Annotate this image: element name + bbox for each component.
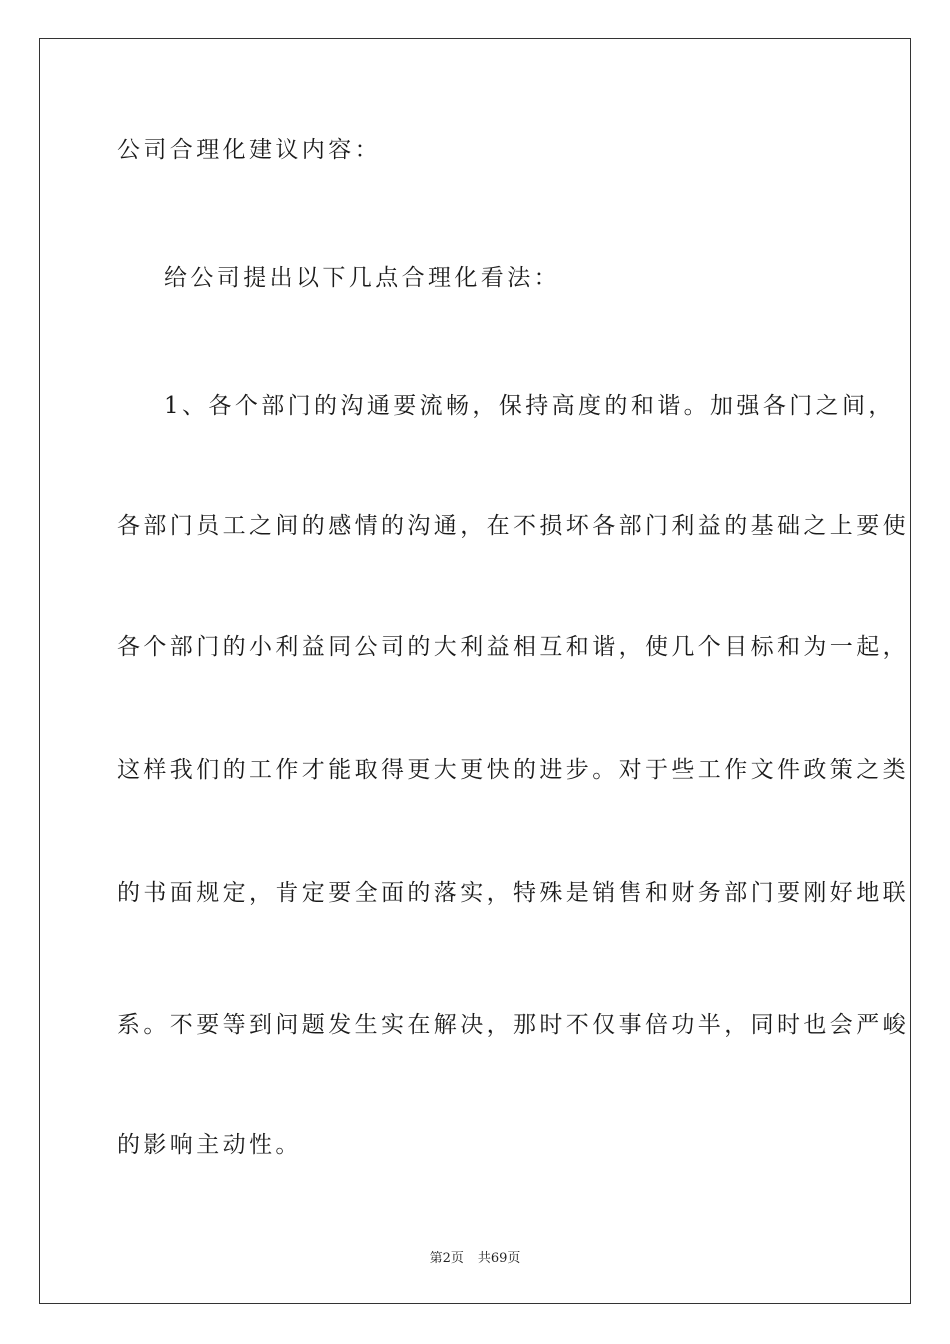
paragraph-line-4: 这样我们的工作才能取得更大更快的进步。对于些工作文件政策之类 bbox=[117, 757, 909, 783]
paragraph-line-3: 各个部门的小利益同公司的大利益相互和谐，使几个目标和为一起， bbox=[117, 634, 909, 660]
paragraph-line-2: 各部门员工之间的感情的沟通，在不损坏各部门利益的基础之上要使 bbox=[117, 513, 909, 539]
paragraph-line-6: 系。不要等到问题发生实在解决，那时不仅事倍功半，同时也会严峻 bbox=[117, 1012, 909, 1038]
page-border bbox=[39, 38, 911, 1304]
document-heading: 公司合理化建议内容： bbox=[117, 137, 381, 163]
paragraph-line-5: 的书面规定，肯定要全面的落实，特殊是销售和财务部门要刚好地联 bbox=[117, 880, 909, 906]
paragraph-line-1: 1、各个部门的沟通要流畅，保持高度的和谐。加强各门之间， bbox=[164, 393, 895, 419]
paragraph-line-7: 的影响主动性。 bbox=[117, 1132, 302, 1158]
total-pages: 共69页 bbox=[477, 1251, 521, 1266]
page-number: 第2页 bbox=[429, 1251, 464, 1266]
intro-line: 给公司提出以下几点合理化看法： bbox=[164, 265, 560, 291]
page-footer bbox=[0, 1247, 950, 1266]
